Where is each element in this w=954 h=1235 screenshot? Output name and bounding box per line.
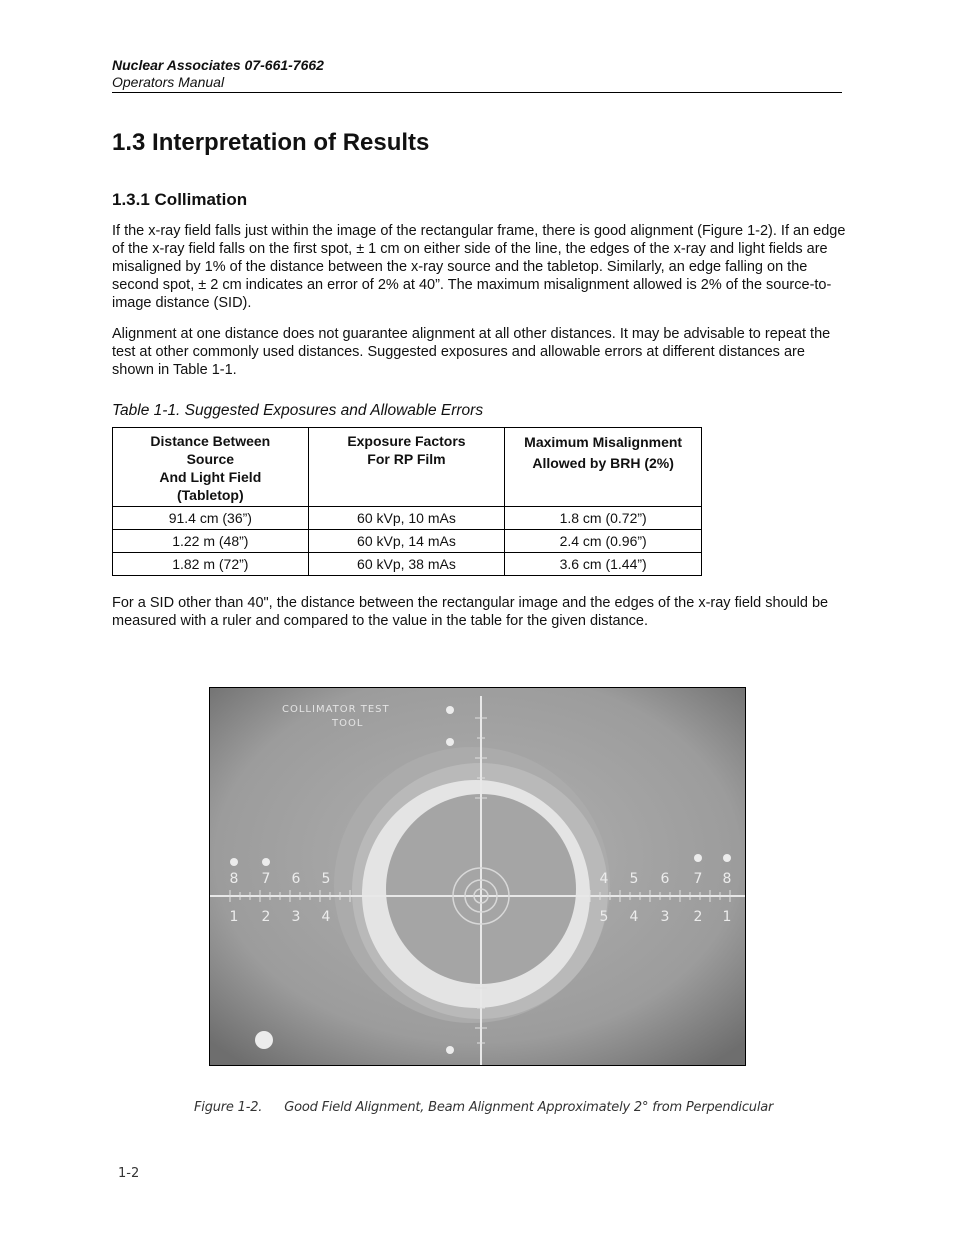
image-title-line1: COLLIMATOR TEST [282, 704, 390, 715]
table-cell-exposure: 60 kVp, 38 mAs [308, 553, 505, 576]
left-scale-bottom: 4 [321, 909, 331, 925]
right-scale-top: 5 [629, 871, 639, 887]
page-header [112, 57, 842, 93]
right-scale-top: 8 [722, 871, 732, 887]
right-scale-bottom: 1 [722, 909, 732, 925]
exposure-table [112, 427, 702, 576]
paragraph-alignment: Alignment at one distance does not guarantee alignment at all other distances. It may be advisable to repeat the test at other commonly used distances. Suggested exposures and allowable errors at different distances are shown in Table 1-1. [112, 326, 831, 378]
left-scale-bottom: 2 [261, 909, 271, 925]
figure-caption [194, 1100, 773, 1115]
table-cell-distance: 1.22 m (48”) [113, 530, 309, 553]
right-scale-bottom: 4 [629, 909, 639, 925]
header-distance-line: Source [186, 451, 235, 467]
table-cell-distance: 91.4 cm (36”) [113, 507, 309, 530]
image-title-line2: TOOL [332, 718, 364, 729]
header-misalignment-line: Allowed by BRH (2%) [532, 455, 674, 471]
manual-title: Operators Manual [112, 74, 225, 90]
paragraph-sid: For a SID other than 40", the distance between the rectangular image and the edges of the x-ray field should be measured with a ruler and compared to the value in the table for the given distance. [112, 595, 829, 629]
figure-caption-text: Good Field Alignment, Beam Alignment Approximately 2° from Perpendicular [284, 1100, 774, 1115]
paragraph-collimation: If the x-ray field falls just within the image of the rectangular frame, there is good alignment (Figure 1-2). If an edge of the x-ray field falls on the first spot, ± 1 cm on either side of the line, the edges of the x-ray and light fields are misaligned by 1% of the distance between the x-ray source and the tabletop. Similarly, an edge falling on the second spot, ± 2 cm indicates an error of 2% at 40”. The maximum misalignment allowed is 2% of the source-to-image distance (SID). [112, 223, 846, 311]
right-scale-top: 4 [599, 871, 609, 887]
table-row [113, 530, 702, 553]
header-exposure-line: Exposure Factors [347, 433, 466, 449]
header-distance [113, 428, 309, 507]
left-scale-top: 8 [229, 871, 239, 887]
collimator-test-image [209, 687, 746, 1066]
table-cell-misalignment: 1.8 cm (0.72”) [505, 507, 702, 530]
section-title: 1.3 Interpretation of Results [112, 129, 430, 156]
header-distance-line: (Tabletop) [177, 487, 244, 503]
subsection-title: 1.3.1 Collimation [112, 190, 248, 209]
table-header-row [113, 428, 702, 507]
header-exposure [308, 428, 505, 507]
table-caption: Table 1-1. Suggested Exposures and Allowable Errors [112, 402, 484, 419]
right-scale-bottom: 5 [599, 909, 609, 925]
table-cell-exposure: 60 kVp, 10 mAs [308, 507, 505, 530]
page-number: 1-2 [118, 1166, 140, 1181]
right-scale-bottom: 2 [693, 909, 703, 925]
right-scale-top: 6 [660, 871, 670, 887]
left-scale-bottom: 3 [291, 909, 301, 925]
header-exposure-line: For RP Film [367, 451, 446, 467]
header-distance-line: And Light Field [159, 469, 262, 485]
right-scale-top: 7 [693, 871, 703, 887]
left-scale-top: 7 [261, 871, 271, 887]
table-cell-misalignment: 3.6 cm (1.44”) [505, 553, 702, 576]
figure-caption-number: Figure 1-2. [194, 1100, 263, 1115]
table-row [113, 507, 702, 530]
right-scale-bottom: 3 [660, 909, 670, 925]
left-scale-bottom: 1 [229, 909, 239, 925]
header-misalignment [505, 428, 702, 507]
left-scale-top: 5 [321, 871, 331, 887]
table-cell-distance: 1.82 m (72”) [113, 553, 309, 576]
table-row [113, 553, 702, 576]
left-scale-top: 6 [291, 871, 301, 887]
table-cell-misalignment: 2.4 cm (0.96”) [505, 530, 702, 553]
table-cell-exposure: 60 kVp, 14 mAs [308, 530, 505, 553]
header-distance-line: Distance Between [150, 433, 271, 449]
header-misalignment-line: Maximum Misalignment [524, 434, 683, 450]
company-name: Nuclear Associates 07-661-7662 [112, 57, 324, 73]
